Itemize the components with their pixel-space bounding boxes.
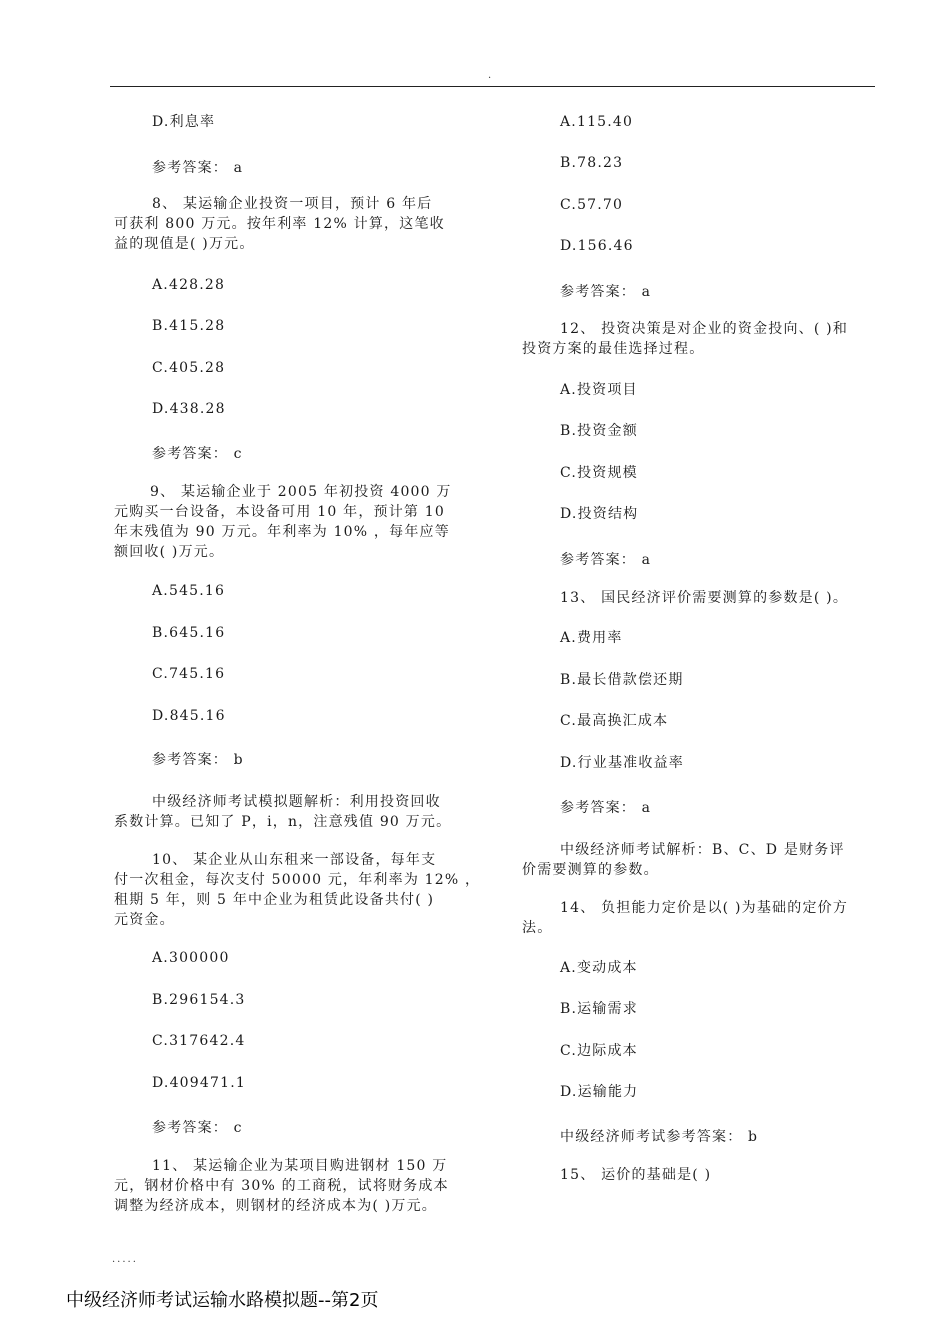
q14-answer: 中级经济师考试参考答案： b <box>560 1129 759 1145</box>
q8-option-a: A.428.28 <box>152 277 226 293</box>
q8-option-b: B.415.28 <box>152 318 226 334</box>
q11-option-c: C.57.70 <box>560 197 624 213</box>
q13-analysis-line: 价需要测算的参数。 <box>522 862 659 878</box>
q9-stem-line: 年末残值为 90 万元。年利率为 10% ，每年应等 <box>114 524 450 540</box>
q12-option-c: C.投资规模 <box>560 465 638 481</box>
header-rule <box>110 86 875 87</box>
q14-stem <box>522 898 848 938</box>
q10-stem-line: 付一次租金，每次支付 50000 元，年利率为 12% ， <box>114 872 481 888</box>
q10-stem-line: 10、 某企业从山东租来一部设备，每年支 <box>152 852 437 868</box>
q12-option-d: D.投资结构 <box>560 506 639 522</box>
q14-option-b: B.运输需求 <box>560 1001 638 1017</box>
q12-stem-line: 12、 投资决策是对企业的资金投向、( )和 <box>560 321 849 337</box>
q11-option-d: D.156.46 <box>560 238 634 254</box>
q15-stem: 15、 运价的基础是( ) <box>560 1167 712 1183</box>
q10-option-c: C.317642.4 <box>152 1033 246 1049</box>
q7-answer: 参考答案： a <box>152 160 244 176</box>
q14-option-a: A.变动成本 <box>560 960 638 976</box>
q10-option-d: D.409471.1 <box>152 1075 246 1091</box>
q14-option-c: C.边际成本 <box>560 1043 638 1059</box>
q11-stem-line: 元，钢材价格中有 30% 的工商税，试将财务成本 <box>114 1178 449 1194</box>
q9-stem <box>114 482 452 562</box>
q8-option-d: D.438.28 <box>152 401 226 417</box>
q9-analysis <box>114 792 451 832</box>
q9-analysis-line: 中级经济师考试模拟题解析：利用投资回收 <box>152 794 441 810</box>
q11-option-a: A.115.40 <box>560 114 634 130</box>
q10-stem-line: 元资金。 <box>114 912 175 928</box>
q13-analysis-line: 中级经济师考试解析：B、C、D 是财务评 <box>560 842 845 858</box>
q11-stem-line: 调整为经济成本，则钢材的经济成本为( )万元。 <box>114 1198 437 1214</box>
q11-stem <box>114 1156 449 1216</box>
q8-stem-line: 益的现值是( )万元。 <box>114 236 255 252</box>
q9-option-a: A.545.16 <box>152 583 226 599</box>
q14-stem-line: 14、 负担能力定价是以( )为基础的定价方 <box>560 900 849 916</box>
q13-analysis <box>522 840 845 880</box>
q13-option-a: A.费用率 <box>560 630 623 646</box>
q9-option-c: C.745.16 <box>152 666 226 682</box>
q9-analysis-line: 系数计算。已知了 P，i，n，注意残值 90 万元。 <box>114 814 452 830</box>
q8-stem-line: 8、 某运输企业投资一项目，预计 6 年后 <box>152 196 433 212</box>
q13-stem: 13、 国民经济评价需要测算的参数是( )。 <box>560 590 849 606</box>
footer-dots: ..... <box>112 1254 138 1265</box>
q8-stem-line: 可获利 800 万元。按年利率 12% 计算，这笔收 <box>114 216 445 232</box>
q9-stem-line: 额回收( )万元。 <box>114 544 225 560</box>
q9-stem-line: 9、 某运输企业于 2005 年初投资 4000 万 <box>150 484 452 500</box>
q10-option-a: A.300000 <box>152 950 230 966</box>
q8-stem <box>114 194 445 254</box>
q13-option-d: D.行业基准收益率 <box>560 755 684 771</box>
q12-option-b: B.投资金额 <box>560 423 638 439</box>
q9-answer: 参考答案： b <box>152 752 244 768</box>
q13-option-c: C.最高换汇成本 <box>560 713 669 729</box>
header-mark: . <box>488 70 492 81</box>
q12-stem-line: 投资方案的最佳选择过程。 <box>522 341 705 357</box>
q10-stem <box>114 850 480 930</box>
q7-option-d: D.利息率 <box>152 114 216 130</box>
q11-answer: 参考答案： a <box>560 284 652 300</box>
q9-option-b: B.645.16 <box>152 625 226 641</box>
q10-option-b: B.296154.3 <box>152 992 246 1008</box>
q10-stem-line: 租期 5 年，则 5 年中企业为租赁此设备共付( ) <box>114 892 435 908</box>
q11-option-b: B.78.23 <box>560 155 624 171</box>
q9-option-d: D.845.16 <box>152 708 226 724</box>
q9-stem-line: 元购买一台设备，本设备可用 10 年，预计第 10 <box>114 504 445 520</box>
q12-option-a: A.投资项目 <box>560 382 638 398</box>
q13-answer: 参考答案： a <box>560 800 652 816</box>
q14-stem-line: 法。 <box>522 920 553 936</box>
q8-answer: 参考答案： c <box>152 446 243 462</box>
q13-option-b: B.最长借款偿还期 <box>560 672 684 688</box>
q8-option-c: C.405.28 <box>152 360 226 376</box>
footer-title: 中级经济师考试运输水路模拟题--第2页 <box>66 1290 379 1311</box>
q14-option-d: D.运输能力 <box>560 1084 639 1100</box>
q12-answer: 参考答案： a <box>560 552 652 568</box>
q10-answer: 参考答案： c <box>152 1120 243 1136</box>
q11-stem-line: 11、 某运输企业为某项目购进钢材 150 万 <box>152 1158 448 1174</box>
q12-stem <box>522 319 848 359</box>
